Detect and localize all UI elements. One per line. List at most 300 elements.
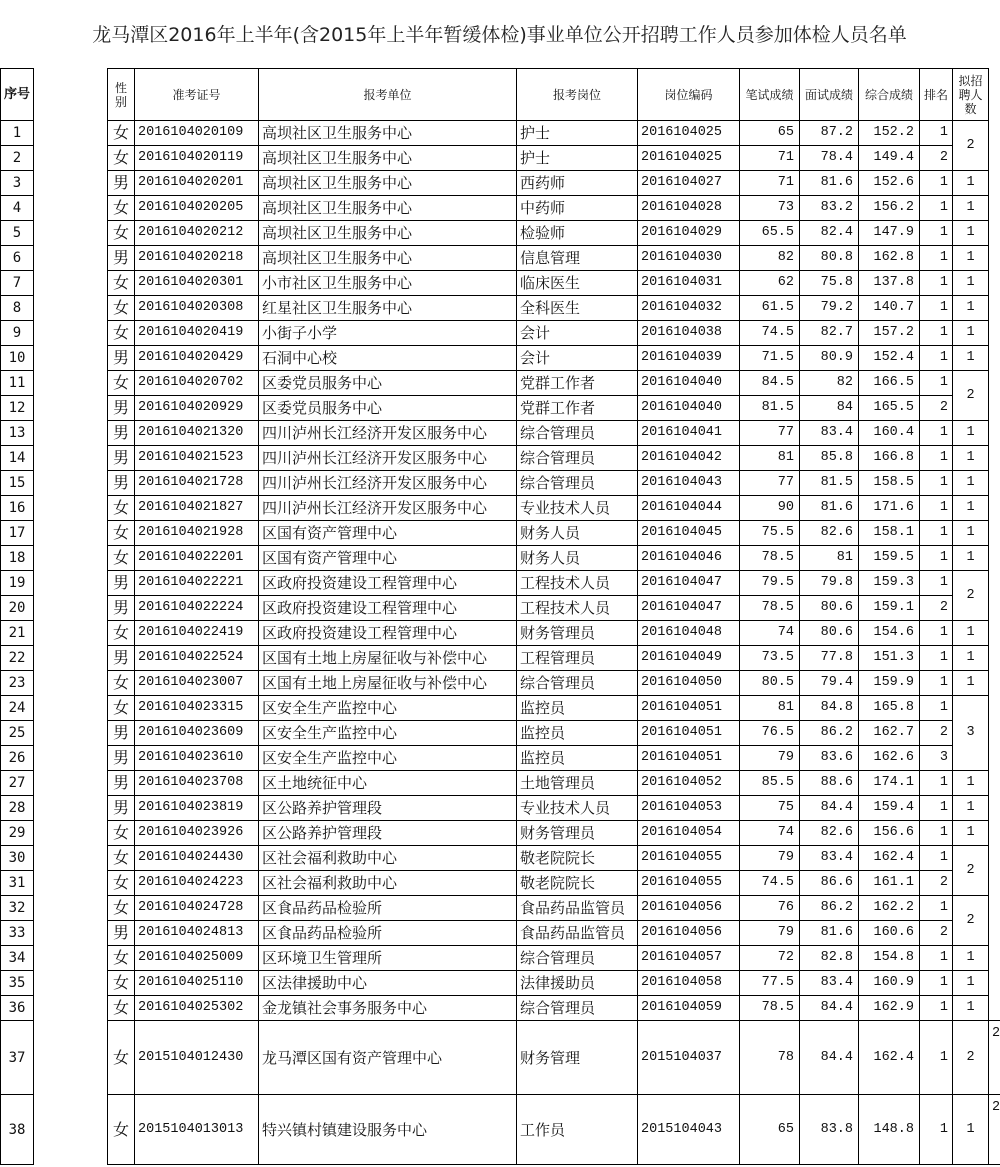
cell-unit: 区安全生产监控中心: [259, 721, 517, 746]
header-written-score: 笔试成绩: [740, 69, 800, 121]
table-row: [1, 371, 1000, 396]
cell-rank: 1: [920, 221, 953, 246]
cell-quota: 2: [953, 571, 989, 621]
cell-post-code: 2016104055: [638, 846, 740, 871]
cell-post: 财务管理员: [517, 621, 638, 646]
cell-post-code: 2016104050: [638, 671, 740, 696]
cell-blank: [34, 446, 108, 471]
cell-post-code: 2016104043: [638, 471, 740, 496]
cell-written-score: 84.5: [740, 371, 800, 396]
table-row: [1, 596, 1000, 621]
cell-seq: 14: [1, 446, 34, 471]
cell-seq: 7: [1, 271, 34, 296]
cell-blank: [34, 696, 108, 721]
cell-interview-score: 83.4: [800, 846, 859, 871]
table-row: [1, 246, 1000, 271]
cell-interview-score: 81: [800, 546, 859, 571]
cell-total-score: 154.8: [859, 946, 920, 971]
table-row: [1, 521, 1000, 546]
cell-total-score: 156.6: [859, 821, 920, 846]
cell-post-code: 2016104042: [638, 446, 740, 471]
cell-note: [989, 146, 1000, 171]
cell-written-score: 79.5: [740, 571, 800, 596]
cell-total-score: 159.3: [859, 571, 920, 596]
cell-total-score: 152.4: [859, 346, 920, 371]
cell-rank: 1: [920, 196, 953, 221]
cell-quota: 1: [953, 446, 989, 471]
cell-rank: 2: [920, 596, 953, 621]
cell-gender: 男: [108, 746, 135, 771]
cell-written-score: 71.5: [740, 346, 800, 371]
cell-rank: 1: [920, 121, 953, 146]
cell-note: [989, 446, 1000, 471]
cell-written-score: 79: [740, 921, 800, 946]
cell-interview-score: 82.4: [800, 221, 859, 246]
cell-interview-score: 79.4: [800, 671, 859, 696]
cell-rank: 1: [920, 671, 953, 696]
cell-total-score: 149.4: [859, 146, 920, 171]
cell-exam-id: 2016104021523: [135, 446, 259, 471]
cell-exam-id: 2015104013013: [135, 1095, 259, 1165]
cell-post: 全科医生: [517, 296, 638, 321]
table-row: [1, 696, 1000, 721]
cell-post-code: 2016104049: [638, 646, 740, 671]
cell-seq: 37: [1, 1021, 34, 1095]
cell-unit: 区食品药品检验所: [259, 896, 517, 921]
cell-post: 法律援助员: [517, 971, 638, 996]
cell-note: [989, 946, 1000, 971]
cell-blank: [34, 971, 108, 996]
cell-unit: 区国有资产管理中心: [259, 546, 517, 571]
cell-post: 临床医生: [517, 271, 638, 296]
cell-post: 中药师: [517, 196, 638, 221]
cell-seq: 2: [1, 146, 34, 171]
cell-note: [989, 296, 1000, 321]
cell-interview-score: 87.2: [800, 121, 859, 146]
cell-post-code: 2015104043: [638, 1095, 740, 1165]
cell-seq: 25: [1, 721, 34, 746]
cell-exam-id: 2016104020212: [135, 221, 259, 246]
cell-seq: 26: [1, 746, 34, 771]
cell-written-score: 80.5: [740, 671, 800, 696]
cell-seq: 24: [1, 696, 34, 721]
cell-quota: 1: [953, 296, 989, 321]
cell-unit: 小街子小学: [259, 321, 517, 346]
header-total-score: 综合成绩: [859, 69, 920, 121]
cell-post: 综合管理员: [517, 671, 638, 696]
table-row: [1, 771, 1000, 796]
cell-note: [989, 521, 1000, 546]
table-row: [1, 996, 1000, 1021]
cell-total-score: 160.4: [859, 421, 920, 446]
cell-post: 食品药品监管员: [517, 921, 638, 946]
cell-rank: 1: [920, 946, 953, 971]
cell-post-code: 2015104037: [638, 1021, 740, 1095]
cell-post: 会计: [517, 346, 638, 371]
cell-blank: [34, 271, 108, 296]
cell-post: 监控员: [517, 746, 638, 771]
cell-written-score: 78: [740, 1021, 800, 1095]
table-row: [1, 746, 1000, 771]
cell-blank: [34, 1021, 108, 1095]
cell-exam-id: 2016104020109: [135, 121, 259, 146]
cell-rank: 1: [920, 621, 953, 646]
header-interview-score: 面试成绩: [800, 69, 859, 121]
cell-written-score: 78.5: [740, 546, 800, 571]
cell-interview-score: 79.8: [800, 571, 859, 596]
cell-exam-id: 2016104023926: [135, 821, 259, 846]
cell-rank: 1: [920, 346, 953, 371]
header-exam-id: 准考证号: [135, 69, 259, 121]
cell-gender: 女: [108, 896, 135, 921]
cell-post: 土地管理员: [517, 771, 638, 796]
header-seq: 序号: [1, 69, 34, 121]
cell-rank: 2: [920, 396, 953, 421]
cell-post: 党群工作者: [517, 396, 638, 421]
cell-unit: 石洞中心校: [259, 346, 517, 371]
cell-rank: 1: [920, 496, 953, 521]
cell-rank: 1: [920, 421, 953, 446]
cell-exam-id: 2016104024813: [135, 921, 259, 946]
cell-gender: 女: [108, 1095, 135, 1165]
cell-unit: 特兴镇村镇建设服务中心: [259, 1095, 517, 1165]
cell-interview-score: 83.6: [800, 746, 859, 771]
cell-gender: 女: [108, 1021, 135, 1095]
header-gender-label: 性别: [115, 80, 128, 109]
cell-blank: [34, 1095, 108, 1165]
cell-post-code: 2016104051: [638, 746, 740, 771]
cell-gender: 女: [108, 621, 135, 646]
cell-note: [989, 271, 1000, 296]
cell-note: [989, 196, 1000, 221]
cell-blank: [34, 721, 108, 746]
cell-written-score: 74.5: [740, 871, 800, 896]
cell-gender: 女: [108, 221, 135, 246]
cell-post-code: 2016104040: [638, 371, 740, 396]
table-row: [1, 621, 1000, 646]
cell-written-score: 61.5: [740, 296, 800, 321]
cell-blank: [34, 496, 108, 521]
cell-unit: 区社会福利救助中心: [259, 846, 517, 871]
cell-seq: 19: [1, 571, 34, 596]
cell-written-score: 81.5: [740, 396, 800, 421]
table-row: [1, 1021, 1000, 1095]
cell-exam-id: 2016104021827: [135, 496, 259, 521]
table-row: [1, 396, 1000, 421]
cell-note: [989, 821, 1000, 846]
cell-rank: 1: [920, 246, 953, 271]
cell-quota: 2: [953, 371, 989, 421]
cell-blank: [34, 921, 108, 946]
cell-note: [989, 871, 1000, 896]
cell-blank: [34, 671, 108, 696]
cell-seq: 28: [1, 796, 34, 821]
cell-note: [989, 921, 1000, 946]
cell-quota: 2: [953, 1021, 989, 1095]
table-row: [1, 271, 1000, 296]
cell-total-score: 158.5: [859, 471, 920, 496]
cell-total-score: 162.6: [859, 746, 920, 771]
table-row: [1, 196, 1000, 221]
cell-written-score: 77: [740, 421, 800, 446]
cell-note: [989, 771, 1000, 796]
cell-gender: 男: [108, 471, 135, 496]
cell-gender: 女: [108, 671, 135, 696]
cell-note: [989, 846, 1000, 871]
cell-note: [989, 221, 1000, 246]
cell-blank: [34, 796, 108, 821]
cell-unit: 区国有资产管理中心: [259, 521, 517, 546]
cell-unit: 高坝社区卫生服务中心: [259, 171, 517, 196]
cell-seq: 23: [1, 671, 34, 696]
cell-interview-score: 80.6: [800, 621, 859, 646]
cell-unit: 区政府投资建设工程管理中心: [259, 571, 517, 596]
cell-quota: 1: [953, 471, 989, 496]
cell-exam-id: 2016104024728: [135, 896, 259, 921]
cell-interview-score: 82: [800, 371, 859, 396]
header-rank: 排名: [920, 69, 953, 121]
cell-post-code: 2016104055: [638, 871, 740, 896]
cell-note: [989, 246, 1000, 271]
cell-interview-score: 84: [800, 396, 859, 421]
table-row: [1, 346, 1000, 371]
cell-written-score: 78.5: [740, 996, 800, 1021]
cell-rank: 1: [920, 1095, 953, 1165]
cell-interview-score: 88.6: [800, 771, 859, 796]
cell-total-score: 162.7: [859, 721, 920, 746]
cell-exam-id: 2016104023708: [135, 771, 259, 796]
cell-total-score: 166.5: [859, 371, 920, 396]
cell-blank: [34, 821, 108, 846]
cell-blank: [34, 196, 108, 221]
cell-written-score: 74: [740, 621, 800, 646]
cell-gender: 女: [108, 146, 135, 171]
cell-post-code: 2016104025: [638, 146, 740, 171]
cell-quota: 3: [953, 696, 989, 771]
header-gender: [108, 69, 135, 121]
cell-note: [989, 721, 1000, 746]
cell-post: 专业技术人员: [517, 496, 638, 521]
cell-seq: 31: [1, 871, 34, 896]
cell-seq: 13: [1, 421, 34, 446]
cell-gender: 女: [108, 296, 135, 321]
cell-post: 综合管理员: [517, 446, 638, 471]
cell-unit: 金龙镇社会事务服务中心: [259, 996, 517, 1021]
cell-gender: 女: [108, 946, 135, 971]
cell-unit: 区国有土地上房屋征收与补偿中心: [259, 671, 517, 696]
cell-total-score: 154.6: [859, 621, 920, 646]
cell-total-score: 162.4: [859, 846, 920, 871]
table-row: [1, 971, 1000, 996]
cell-unit: 区法律援助中心: [259, 971, 517, 996]
cell-total-score: 151.3: [859, 646, 920, 671]
cell-unit: 高坝社区卫生服务中心: [259, 196, 517, 221]
cell-written-score: 71: [740, 146, 800, 171]
cell-quota: 1: [953, 221, 989, 246]
cell-total-score: 166.8: [859, 446, 920, 471]
cell-note: [989, 696, 1000, 721]
cell-written-score: 77.5: [740, 971, 800, 996]
cell-interview-score: 86.6: [800, 871, 859, 896]
cell-unit: 四川泸州长江经济开发区服务中心: [259, 471, 517, 496]
cell-gender: 女: [108, 371, 135, 396]
cell-exam-id: 2016104024223: [135, 871, 259, 896]
cell-post-code: 2016104056: [638, 896, 740, 921]
cell-exam-id: 2016104021320: [135, 421, 259, 446]
cell-total-score: 171.6: [859, 496, 920, 521]
cell-interview-score: 86.2: [800, 896, 859, 921]
cell-interview-score: 83.4: [800, 971, 859, 996]
cell-interview-score: 84.4: [800, 996, 859, 1021]
cell-quota: 1: [953, 796, 989, 821]
cell-rank: 1: [920, 171, 953, 196]
cell-total-score: 159.9: [859, 671, 920, 696]
header-post-code: 岗位编码: [638, 69, 740, 121]
cell-unit: 区安全生产监控中心: [259, 696, 517, 721]
cell-interview-score: 75.8: [800, 271, 859, 296]
cell-post: 会计: [517, 321, 638, 346]
cell-post-code: 2016104048: [638, 621, 740, 646]
cell-exam-id: 2016104021728: [135, 471, 259, 496]
cell-gender: 男: [108, 446, 135, 471]
cell-interview-score: 81.6: [800, 171, 859, 196]
cell-post-code: 2016104045: [638, 521, 740, 546]
cell-total-score: 160.9: [859, 971, 920, 996]
cell-interview-score: 79.2: [800, 296, 859, 321]
table-row: [1, 546, 1000, 571]
cell-seq: 17: [1, 521, 34, 546]
cell-total-score: 159.4: [859, 796, 920, 821]
cell-rank: 2: [920, 871, 953, 896]
cell-rank: 1: [920, 546, 953, 571]
cell-quota: 1: [953, 771, 989, 796]
cell-blank: [34, 646, 108, 671]
cell-unit: 区公路养护管理段: [259, 796, 517, 821]
cell-note: [989, 621, 1000, 646]
cell-unit: 区土地统征中心: [259, 771, 517, 796]
cell-total-score: 140.7: [859, 296, 920, 321]
cell-post-code: 2016104041: [638, 421, 740, 446]
cell-note: [989, 321, 1000, 346]
cell-quota: 1: [953, 196, 989, 221]
cell-interview-score: 83.4: [800, 421, 859, 446]
cell-post-code: 2016104047: [638, 596, 740, 621]
cell-note: [989, 346, 1000, 371]
cell-written-score: 73: [740, 196, 800, 221]
cell-quota: 1: [953, 496, 989, 521]
cell-unit: 小市社区卫生服务中心: [259, 271, 517, 296]
cell-total-score: 160.6: [859, 921, 920, 946]
cell-post-code: 2016104039: [638, 346, 740, 371]
cell-exam-id: 2016104023609: [135, 721, 259, 746]
cell-rank: 2: [920, 146, 953, 171]
cell-blank: [34, 546, 108, 571]
header-unit: 报考单位: [259, 69, 517, 121]
cell-post: 护士: [517, 121, 638, 146]
cell-gender: 女: [108, 821, 135, 846]
cell-rank: 1: [920, 471, 953, 496]
table-row: [1, 896, 1000, 921]
cell-seq: 27: [1, 771, 34, 796]
cell-interview-score: 82.8: [800, 946, 859, 971]
cell-gender: 男: [108, 646, 135, 671]
table-row: [1, 946, 1000, 971]
table-row: [1, 171, 1000, 196]
cell-exam-id: 2016104020429: [135, 346, 259, 371]
table-row: [1, 571, 1000, 596]
cell-blank: [34, 471, 108, 496]
cell-note: [989, 571, 1000, 596]
cell-gender: 男: [108, 246, 135, 271]
cell-post-code: 2016104028: [638, 196, 740, 221]
cell-post: 党群工作者: [517, 371, 638, 396]
header-quota-label: 拟招聘人数: [958, 73, 983, 116]
cell-total-score: 165.8: [859, 696, 920, 721]
cell-gender: 女: [108, 996, 135, 1021]
cell-total-score: 148.8: [859, 1095, 920, 1165]
cell-interview-score: 81.5: [800, 471, 859, 496]
cell-interview-score: 84.4: [800, 796, 859, 821]
cell-quota: 1: [953, 671, 989, 696]
cell-rank: 1: [920, 446, 953, 471]
cell-seq: 9: [1, 321, 34, 346]
cell-rank: 1: [920, 271, 953, 296]
cell-rank: 1: [920, 646, 953, 671]
cell-post: 监控员: [517, 721, 638, 746]
cell-rank: 1: [920, 821, 953, 846]
cell-interview-score: 84.4: [800, 1021, 859, 1095]
cell-interview-score: 81.6: [800, 496, 859, 521]
cell-post-code: 2016104054: [638, 821, 740, 846]
cell-post-code: 2016104027: [638, 171, 740, 196]
cell-interview-score: 84.8: [800, 696, 859, 721]
cell-rank: 2: [920, 721, 953, 746]
cell-written-score: 73.5: [740, 646, 800, 671]
cell-exam-id: 2016104022221: [135, 571, 259, 596]
cell-unit: 区环境卫生管理所: [259, 946, 517, 971]
table-row: [1, 446, 1000, 471]
cell-seq: 8: [1, 296, 34, 321]
cell-post-code: 2016104031: [638, 271, 740, 296]
table-row: [1, 796, 1000, 821]
cell-exam-id: 2016104025009: [135, 946, 259, 971]
table-row: [1, 1095, 1000, 1165]
cell-interview-score: 82.7: [800, 321, 859, 346]
cell-unit: 高坝社区卫生服务中心: [259, 121, 517, 146]
table-row: [1, 921, 1000, 946]
cell-interview-score: 86.2: [800, 721, 859, 746]
cell-note: [989, 371, 1000, 396]
cell-rank: 3: [920, 746, 953, 771]
cell-interview-score: 77.8: [800, 646, 859, 671]
cell-post: 监控员: [517, 696, 638, 721]
cell-unit: 区安全生产监控中心: [259, 746, 517, 771]
table-row: [1, 121, 1000, 146]
cell-note: [989, 496, 1000, 521]
cell-post-code: 2016104059: [638, 996, 740, 1021]
cell-exam-id: 2016104020201: [135, 171, 259, 196]
cell-gender: 女: [108, 696, 135, 721]
cell-exam-id: 2016104021928: [135, 521, 259, 546]
cell-blank: [34, 346, 108, 371]
cell-seq: 18: [1, 546, 34, 571]
cell-quota: 1: [953, 521, 989, 546]
cell-unit: 区公路养护管理段: [259, 821, 517, 846]
cell-rank: 1: [920, 321, 953, 346]
cell-interview-score: 83.8: [800, 1095, 859, 1165]
cell-rank: 1: [920, 996, 953, 1021]
cell-interview-score: 80.8: [800, 246, 859, 271]
